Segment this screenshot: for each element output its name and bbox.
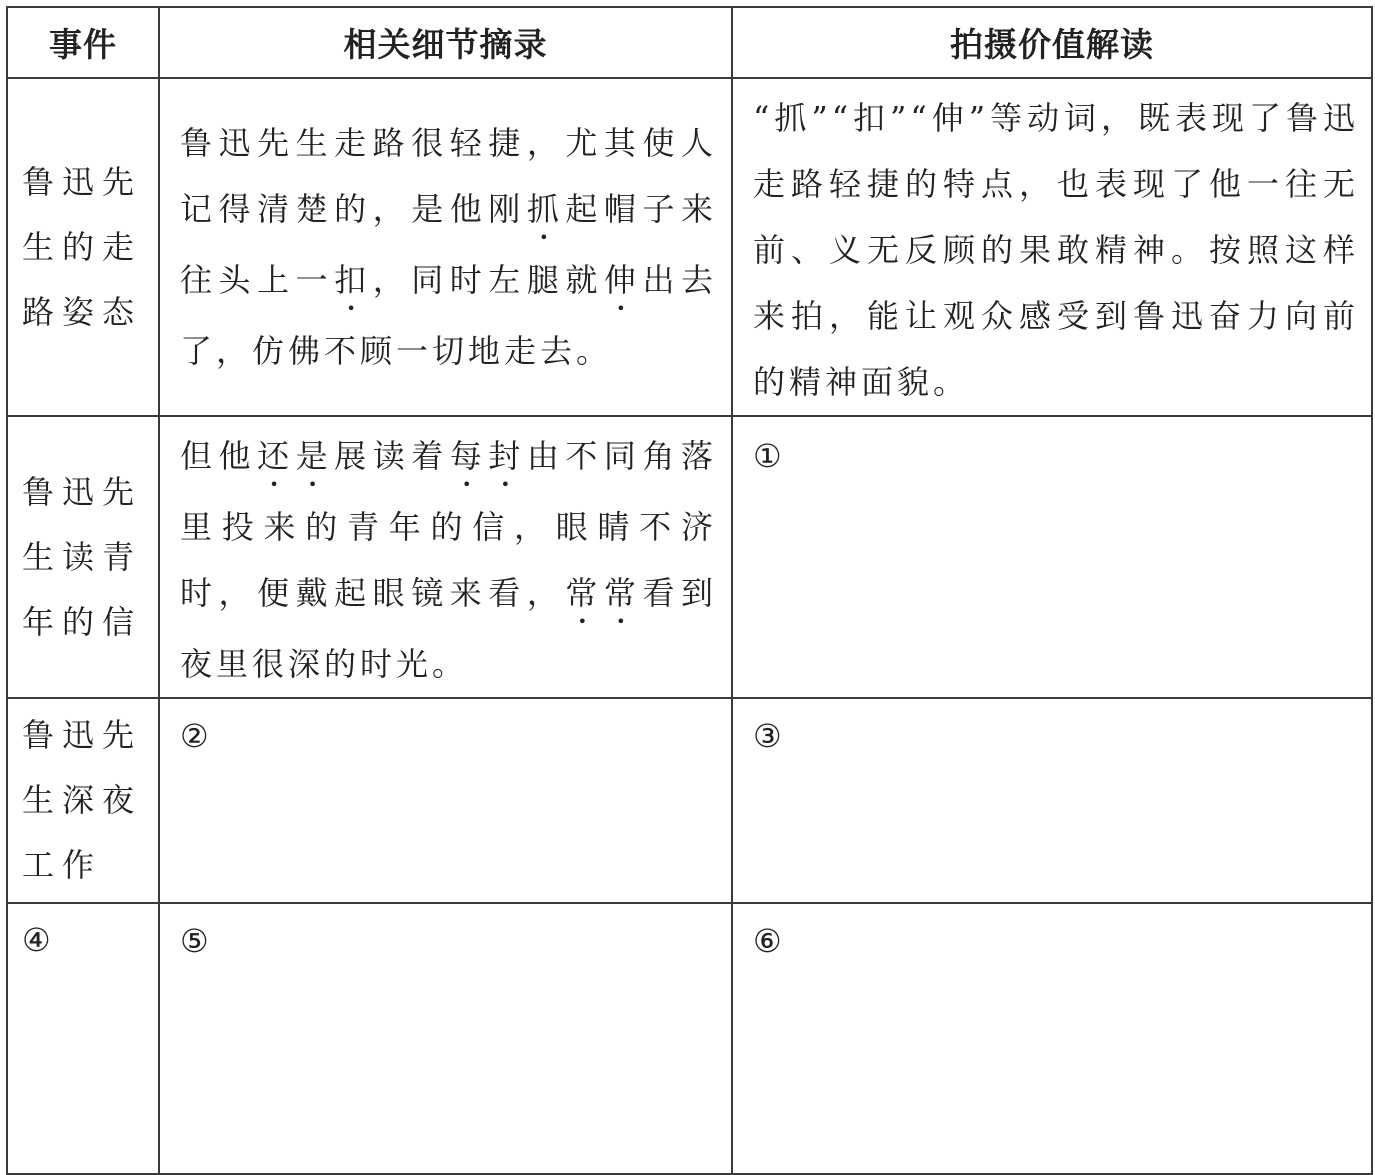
detail-text: ，同时左腿就 bbox=[372, 261, 604, 299]
header-detail: 相关细节摘录 bbox=[159, 7, 732, 78]
event-cell bbox=[7, 78, 159, 416]
emphasis-word: 常常 bbox=[565, 574, 643, 612]
emphasis-word: 抓 bbox=[526, 190, 566, 228]
event-text: 鲁迅先生读青年的信 bbox=[22, 472, 143, 641]
detail-cell bbox=[159, 416, 732, 698]
blank-marker: ⑥ bbox=[753, 922, 786, 960]
event-text: 鲁迅先生的走路姿态 bbox=[22, 162, 143, 331]
detail-text: 展读着 bbox=[334, 437, 450, 475]
blank-marker: ② bbox=[180, 717, 213, 755]
event-text: 鲁迅先生深夜工作 bbox=[22, 716, 143, 884]
event-cell bbox=[7, 698, 159, 903]
detail-text: 看到夜里很深的时光。 bbox=[180, 574, 717, 683]
value-text: “抓”“扣”“伸”等动词，既表现了鲁迅走路轻捷的特点，也表现了他一往无前、义无反顾的果敢精神。按照这样来拍，能让观众感受到鲁迅奋力向前的精神面貌。 bbox=[753, 99, 1359, 401]
emphasis-word: 伸 bbox=[603, 261, 643, 299]
emphasis-word: 还是 bbox=[257, 437, 335, 475]
blank-marker: ⑤ bbox=[180, 922, 213, 960]
detail-cell bbox=[159, 903, 732, 1174]
table-row bbox=[7, 416, 1372, 698]
record-table bbox=[6, 6, 1373, 1175]
detail-cell bbox=[159, 78, 732, 416]
detail-text: 鲁迅先生走路很轻捷，尤其使人记得清楚的，是他刚 bbox=[180, 124, 717, 228]
emphasis-word: 每封 bbox=[449, 437, 527, 475]
detail-text: 但他 bbox=[180, 437, 258, 475]
table-row bbox=[7, 903, 1372, 1174]
value-cell bbox=[732, 78, 1372, 416]
header-value: 拍摄价值解读 bbox=[732, 7, 1372, 78]
detail-text: 由不同角落里投来的青年的信，眼睛不济时，便戴起眼镜来看， bbox=[180, 437, 717, 612]
record-table-container bbox=[6, 6, 1371, 1161]
blank-marker: ④ bbox=[22, 921, 59, 959]
value-cell bbox=[732, 903, 1372, 1174]
table-row bbox=[7, 698, 1372, 903]
header-event: 事件 bbox=[7, 7, 159, 78]
table-header-row bbox=[7, 7, 1372, 78]
table-row bbox=[7, 78, 1372, 416]
blank-marker: ① bbox=[753, 437, 786, 475]
emphasis-word: 扣 bbox=[334, 261, 373, 299]
detail-text: 起帽子来往头上一 bbox=[180, 190, 717, 299]
value-cell bbox=[732, 416, 1372, 698]
blank-marker: ③ bbox=[753, 717, 786, 755]
detail-cell bbox=[159, 698, 732, 903]
value-cell bbox=[732, 698, 1372, 903]
detail-text: 出去了，仿佛不顾一切地走去。 bbox=[180, 261, 717, 370]
event-cell bbox=[7, 903, 159, 1174]
event-cell bbox=[7, 416, 159, 698]
